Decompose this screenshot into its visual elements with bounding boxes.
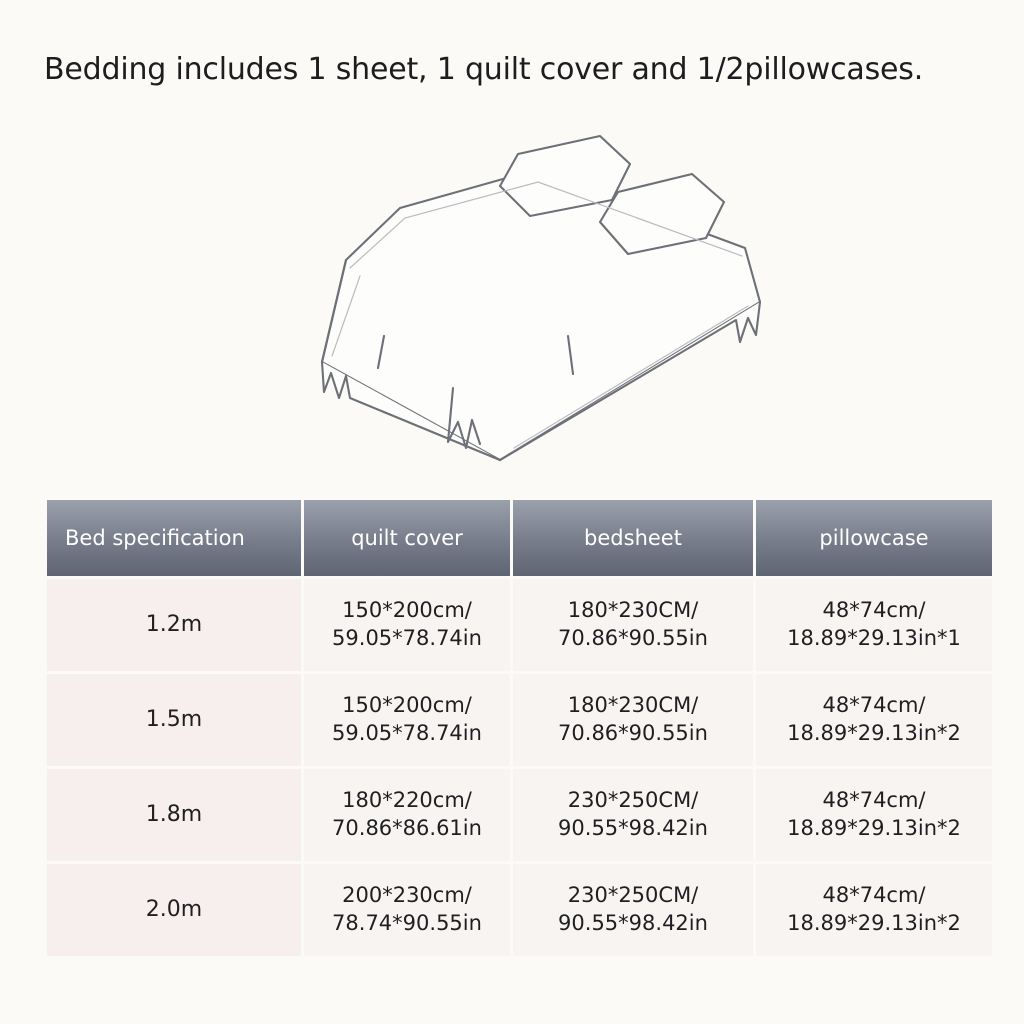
cell-pillowcase [756,579,992,671]
bedsheet-in: 90.55*98.42in [558,911,708,935]
cell-bedsheet [513,864,753,956]
pillowcase-in: 18.89*29.13in*1 [787,626,961,650]
page-title: Bedding includes 1 sheet, 1 quilt cover and 1/2pillowcases. [44,52,924,87]
pillowcase-cm: 48*74cm/ [822,693,926,718]
cell-bedsheet [513,769,753,861]
pillowcase-in: 18.89*29.13in*2 [787,721,961,745]
cell-quilt-cover [304,579,510,671]
bedsheet-in: 70.86*90.55in [558,626,708,650]
table-row [47,579,992,671]
column-header-bedsheet: bedsheet [513,500,753,576]
cell-bed-size: 1.2m [47,579,301,671]
pillowcase-in: 18.89*29.13in*2 [787,911,961,935]
quilt-cover-cm: 150*200cm/ [342,598,472,623]
table-row [47,864,992,956]
quilt-cover-cm: 200*230cm/ [342,883,472,908]
quilt-cover-in: 78.74*90.55in [332,911,482,935]
pillowcase-in: 18.89*29.13in*2 [787,816,961,840]
cell-bed-size: 2.0m [47,864,301,956]
bedsheet-in: 70.86*90.55in [558,721,708,745]
pillowcase-cm: 48*74cm/ [822,883,926,908]
cell-pillowcase [756,769,992,861]
quilt-cover-cm: 150*200cm/ [342,693,472,718]
specification-table [44,497,995,959]
cell-bed-size: 1.8m [47,769,301,861]
quilt-cover-in: 59.05*78.74in [332,626,482,650]
pillowcase-cm: 48*74cm/ [822,788,926,813]
bedsheet-cm: 180*230CM/ [567,598,699,623]
cell-bed-size: 1.5m [47,674,301,766]
bed-illustration [200,130,820,480]
cell-pillowcase [756,864,992,956]
cell-bedsheet [513,579,753,671]
table-row [47,674,992,766]
cell-quilt-cover [304,769,510,861]
specification-table-wrapper [44,497,980,959]
table-row [47,769,992,861]
quilt-cover-in: 59.05*78.74in [332,721,482,745]
column-header-pillowcase: pillowcase [756,500,992,576]
bedsheet-cm: 230*250CM/ [567,788,699,813]
cell-pillowcase [756,674,992,766]
column-header-quilt-cover: quilt cover [304,500,510,576]
bedsheet-cm: 180*230CM/ [567,693,699,718]
bedsheet-cm: 230*250CM/ [567,883,699,908]
quilt-cover-in: 70.86*86.61in [332,816,482,840]
cell-quilt-cover [304,864,510,956]
column-header-bed-specification: Bed specification [47,500,301,576]
cell-bedsheet [513,674,753,766]
pillowcase-cm: 48*74cm/ [822,598,926,623]
cell-quilt-cover [304,674,510,766]
bedsheet-in: 90.55*98.42in [558,816,708,840]
table-header-row [47,500,992,576]
quilt-cover-cm: 180*220cm/ [342,788,472,813]
